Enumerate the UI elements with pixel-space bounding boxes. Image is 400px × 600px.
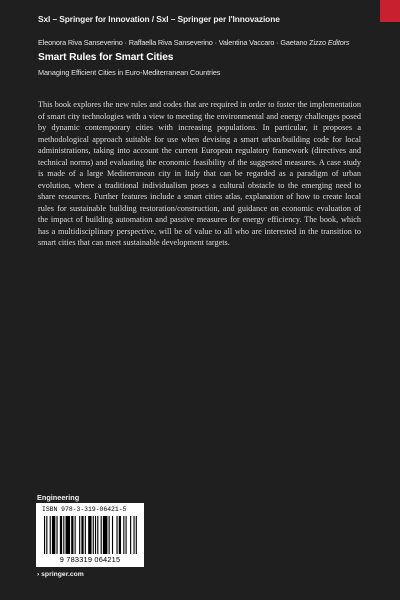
barcode-bar bbox=[75, 516, 76, 554]
isbn-barcode bbox=[36, 503, 144, 567]
isbn-number: ISBN 978-3-319-06421-5 bbox=[42, 506, 127, 513]
barcode-icon bbox=[44, 516, 138, 554]
editors-role: Editors bbox=[327, 38, 350, 47]
barcode-bar bbox=[81, 516, 83, 554]
red-corner-tab bbox=[380, 0, 400, 22]
barcode-bar bbox=[71, 516, 73, 554]
series-name: SxI – Springer for Innovation / SxI – Springer per l'Innovazione bbox=[38, 14, 280, 24]
barcode-bar bbox=[60, 516, 62, 554]
editor-names: Eleonora Riva Sanseverino · Raffaella Riva Sanseverino · Valentina Vaccaro · Gaetano Zizzo bbox=[38, 38, 326, 47]
barcode-bar bbox=[88, 516, 91, 554]
barcode-bar bbox=[46, 516, 47, 554]
barcode-bar bbox=[112, 516, 113, 554]
barcode-bar bbox=[101, 516, 102, 554]
editors-line bbox=[38, 38, 349, 47]
barcode-bar bbox=[123, 516, 124, 554]
barcode-bar bbox=[133, 516, 134, 554]
barcode-bar bbox=[50, 516, 51, 554]
barcode-digits: 9 783319 064215 bbox=[59, 555, 121, 564]
book-subtitle: Managing Efficient Cities in Euro-Mediterranean Countries bbox=[38, 68, 221, 77]
barcode-bar bbox=[126, 516, 127, 554]
barcode-bar bbox=[66, 516, 71, 554]
barcode-bar bbox=[85, 516, 86, 554]
subject-category: Engineering bbox=[37, 493, 80, 502]
barcode-bar bbox=[136, 516, 137, 554]
book-description: This book explores the new rules and codes that are required in order to foster the implementation of smart city technologies with a view to meeting the environmental and energy challenges posed by dynamic contemporary cities with increasing populations. In particular, it proposes a methodological approach suitable for use when devising a smart urban/building code for local administrations, taking into account the current European regulatory framework (directives and technical norms) and evaluating the economic feasibility of the suggested measures. A case study is made of a large Mediterranean city in Italy that can be regarded as a paradigm of urban evolution, where a traditional individualism poses a cultural obstacle to the emerging need to share resources. Further features include a smart cities atlas, explanation of how to create local rules for sustainable building restoration/construction, and guidance on economic evaluation of the impact of building automation and passive measures for energy efficiency. The book, which has a multidisciplinary perspective, will be of value to all who are interested in the transition to smart cities that can meet sustainable development targets. bbox=[38, 100, 361, 247]
barcode-bar bbox=[116, 516, 117, 554]
barcode-bar bbox=[52, 516, 55, 554]
barcode-bar bbox=[109, 516, 110, 554]
barcode-bar bbox=[95, 516, 96, 554]
barcode-bar bbox=[119, 516, 121, 554]
barcode-bar bbox=[63, 516, 64, 554]
barcode-bar bbox=[79, 516, 80, 554]
barcode-bar bbox=[103, 516, 108, 554]
barcode-bar bbox=[93, 516, 94, 554]
publisher-website-link[interactable]: › springer.com bbox=[37, 571, 84, 578]
barcode-bar bbox=[130, 516, 131, 554]
barcode-bar bbox=[44, 516, 45, 554]
barcode-bar bbox=[56, 516, 57, 554]
barcode-bar bbox=[97, 516, 98, 554]
book-title: Smart Rules for Smart Cities bbox=[38, 52, 174, 63]
